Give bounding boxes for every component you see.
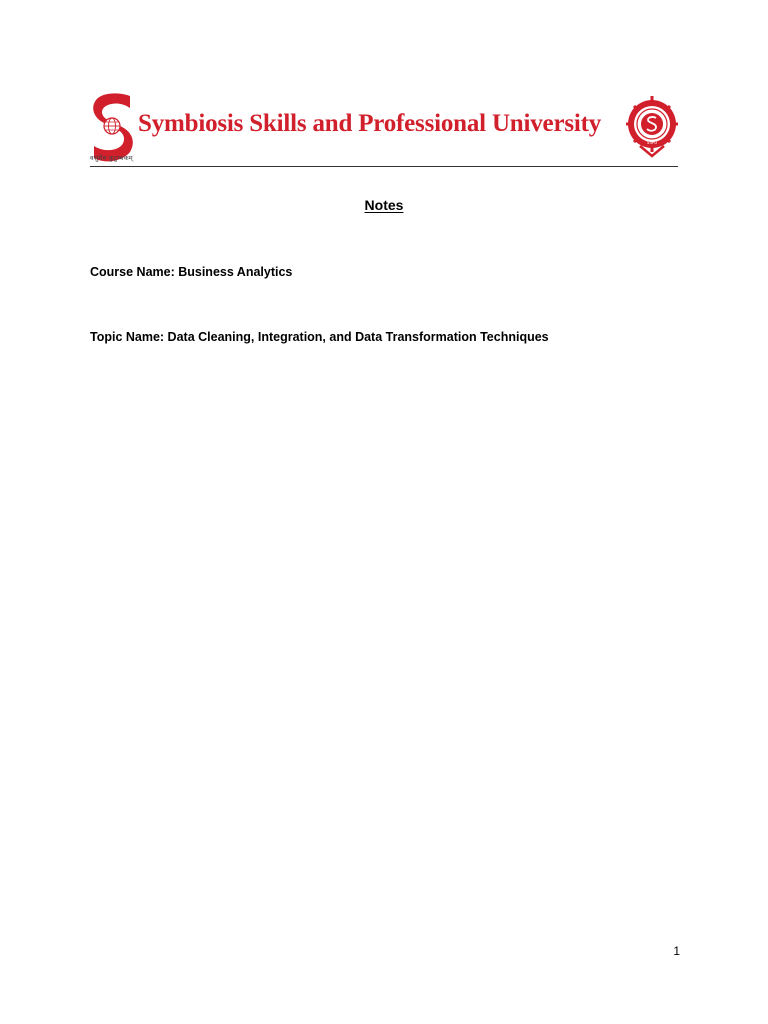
document-title: Notes (364, 197, 404, 213)
letterhead (90, 92, 678, 168)
course-name: Course Name: Business Analytics (90, 265, 293, 279)
seal-text: SSPU (646, 140, 658, 145)
university-name: Symbiosis Skills and Professional University (138, 110, 602, 137)
header-divider (90, 166, 678, 167)
university-seal-icon (626, 94, 678, 160)
topic-name: Topic Name: Data Cleaning, Integration, and Data Transformation Techniques (90, 330, 549, 344)
page-number: 1 (673, 944, 680, 958)
tagline: वसुधैव कुटुम्बकम् (90, 154, 133, 162)
